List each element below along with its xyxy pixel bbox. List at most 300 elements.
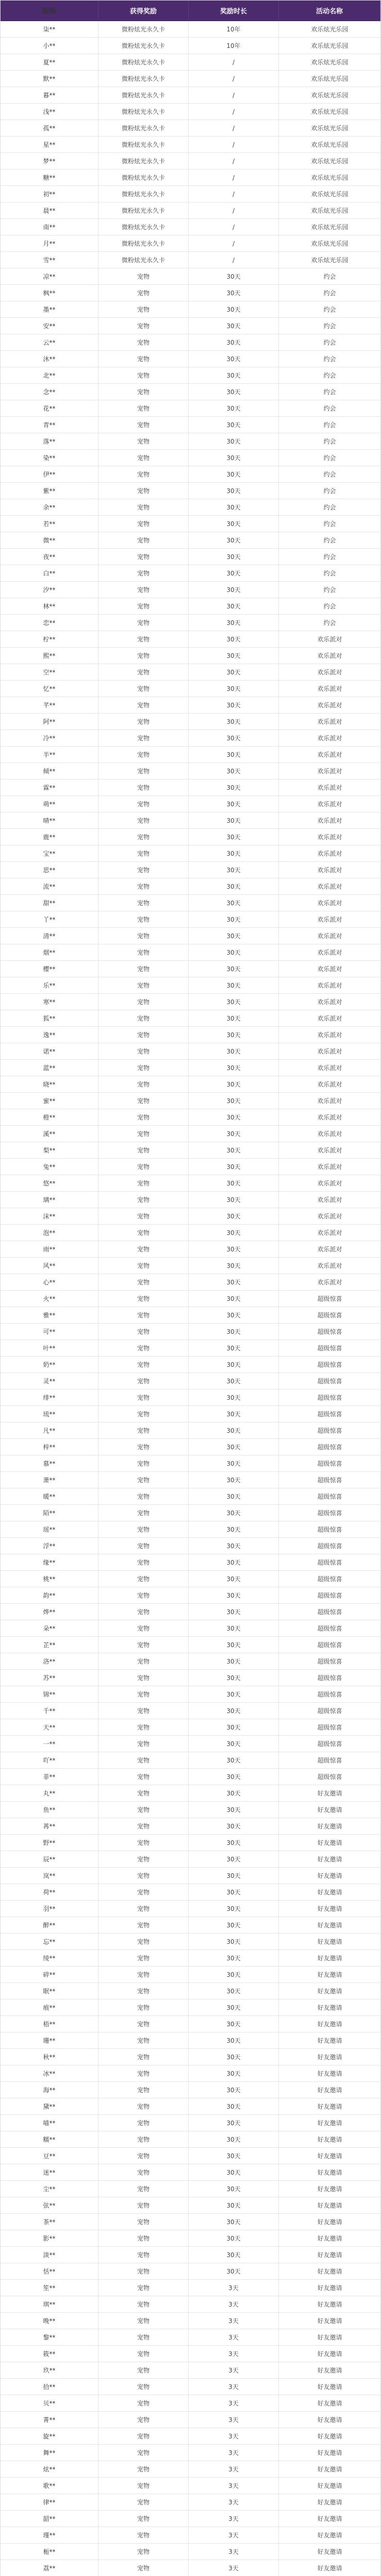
table-row (1, 1719, 380, 1736)
table-row (1, 1109, 380, 1126)
cell-nickname: 芊** (1, 697, 98, 713)
cell-duration: / (189, 104, 279, 120)
cell-prize: 宠物 (98, 895, 189, 911)
cell-prize: 宠物 (98, 1472, 189, 1488)
cell-duration: 30天 (189, 1422, 279, 1438)
cell-prize: 宠物 (98, 1884, 189, 1900)
cell-prize: 宠物 (98, 1274, 189, 1290)
cell-nickname: 阿** (1, 714, 98, 730)
cell-activity: 超级惊喜 (317, 1312, 342, 1319)
cell-prize: 宠物 (98, 1818, 189, 1834)
cell-duration: 30天 (189, 1241, 279, 1257)
cell-prize: 宠物 (98, 2478, 189, 2494)
cell-activity: 好友邀请 (317, 1872, 342, 1879)
table-row (1, 1043, 380, 1060)
cell-nickname: 北** (1, 367, 98, 383)
cell-activity: 超级惊喜 (317, 1559, 342, 1566)
table-row (1, 1439, 380, 1455)
table-row (1, 2049, 380, 2065)
cell-nickname: 羽** (1, 1901, 98, 1917)
table-row (1, 417, 380, 433)
table-row (1, 1373, 380, 1389)
cell-nickname: 火** (1, 1291, 98, 1307)
cell-activity: 欢乐炫光乐园 (311, 26, 349, 33)
cell-duration: 30天 (189, 1884, 279, 1900)
cell-duration: / (189, 120, 279, 136)
cell-prize: 宠物 (98, 2379, 189, 2395)
cell-activity: 好友邀请 (317, 2251, 342, 2259)
cell-nickname: 云** (1, 334, 98, 350)
table-row (1, 2461, 380, 2478)
cell-prize: 宠物 (98, 2461, 189, 2477)
table-row (1, 2263, 380, 2280)
cell-prize: 宠物 (98, 285, 189, 301)
cell-prize: 宠物 (98, 1192, 189, 1208)
cell-duration: / (189, 219, 279, 235)
cell-activity: 约会 (323, 323, 336, 330)
cell-prize: 宠物 (98, 499, 189, 515)
cell-nickname: 风** (1, 1258, 98, 1274)
cell-activity: 欢乐派对 (317, 1048, 342, 1055)
cell-nickname: 青** (1, 417, 98, 433)
cell-activity: 欢乐炫光乐园 (311, 108, 349, 115)
cell-activity: 欢乐炫光乐园 (311, 75, 349, 82)
cell-duration: 30天 (189, 1818, 279, 1834)
cell-activity: 欢乐派对 (317, 768, 342, 775)
cell-activity: 超级惊喜 (317, 1608, 342, 1616)
cell-duration: 30天 (189, 1769, 279, 1785)
cell-prize: 宠物 (98, 2428, 189, 2444)
cell-duration: 30天 (189, 285, 279, 301)
table-row (1, 565, 380, 582)
cell-activity: 超级惊喜 (317, 1641, 342, 1649)
cell-duration: 30天 (189, 2263, 279, 2279)
cell-activity: 超级惊喜 (317, 1295, 342, 1302)
table-row (1, 1488, 380, 1505)
cell-duration: 30天 (189, 1357, 279, 1372)
cell-activity: 好友邀请 (317, 1806, 342, 1814)
table-row (1, 2544, 380, 2560)
cell-duration: 3天 (189, 2296, 279, 2312)
cell-duration: 30天 (189, 779, 279, 795)
table-row (1, 1571, 380, 1587)
cell-prize: 宠物 (98, 648, 189, 664)
cell-activity: 好友邀请 (317, 2482, 342, 2489)
cell-activity: 欢乐派对 (317, 801, 342, 808)
cell-duration: 30天 (189, 1620, 279, 1636)
cell-prize: 宠物 (98, 301, 189, 317)
cell-nickname: 冰** (1, 2065, 98, 2081)
cell-duration: 30天 (189, 747, 279, 762)
cell-duration: 30天 (189, 1225, 279, 1241)
cell-activity: 好友邀请 (317, 2153, 342, 2160)
table-row (1, 1884, 380, 1901)
cell-duration: 30天 (189, 829, 279, 845)
table-row (1, 21, 380, 38)
cell-activity: 欢乐炫光乐园 (311, 92, 349, 99)
table-row (1, 1703, 380, 1719)
cell-duration: 30天 (189, 2082, 279, 2098)
cell-nickname: 晨** (1, 202, 98, 218)
cell-activity: 超级惊喜 (317, 1444, 342, 1451)
cell-nickname: 橙** (1, 1109, 98, 1125)
table-row (1, 1076, 380, 1093)
cell-nickname: 恋** (1, 615, 98, 631)
cell-duration: 30天 (189, 2016, 279, 2032)
cell-activity: 欢乐派对 (317, 1196, 342, 1204)
cell-duration: 30天 (189, 1043, 279, 1059)
cell-nickname: 菲** (1, 1769, 98, 1785)
cell-nickname: 雨** (1, 1241, 98, 1257)
cell-activity: 超级惊喜 (317, 1724, 342, 1731)
cell-prize: 宠物 (98, 2148, 189, 2164)
cell-nickname: 舞** (1, 2445, 98, 2461)
cell-nickname: 逸** (1, 1027, 98, 1043)
cell-activity: 好友邀请 (317, 2433, 342, 2440)
cell-nickname: 暮** (1, 87, 98, 103)
cell-nickname: 尘** (1, 2181, 98, 2197)
cell-duration: 30天 (189, 2181, 279, 2197)
cell-nickname: 栀** (1, 2544, 98, 2560)
cell-nickname: 浅** (1, 104, 98, 120)
table-row (1, 2478, 380, 2494)
cell-nickname: 沐** (1, 351, 98, 367)
cell-activity: 好友邀请 (317, 2235, 342, 2242)
table-row (1, 1917, 380, 1934)
table-row (1, 2445, 380, 2461)
cell-nickname: 柠** (1, 631, 98, 647)
cell-activity: 超级惊喜 (317, 1345, 342, 1352)
cell-nickname: 海** (1, 2082, 98, 2098)
cell-nickname: 柒** (1, 21, 98, 37)
cell-prize: 微粉炫光永久卡 (98, 71, 189, 87)
cell-duration: 30天 (189, 1406, 279, 1422)
cell-nickname: 诺** (1, 1043, 98, 1059)
cell-nickname: 陌** (1, 1505, 98, 1521)
cell-activity: 超级惊喜 (317, 1378, 342, 1385)
table-row (1, 829, 380, 845)
cell-prize: 宠物 (98, 2131, 189, 2147)
cell-activity: 好友邀请 (317, 1971, 342, 1978)
cell-prize: 宠物 (98, 615, 189, 631)
cell-duration: 30天 (189, 944, 279, 960)
table-row (1, 2511, 380, 2527)
cell-activity: 好友邀请 (317, 1955, 342, 1962)
cell-duration: 30天 (189, 1175, 279, 1191)
cell-activity: 约会 (323, 553, 336, 561)
cell-activity: 约会 (323, 504, 336, 511)
cell-activity: 欢乐炫光乐园 (311, 141, 349, 148)
cell-activity: 超级惊喜 (317, 1510, 342, 1517)
cell-nickname: 慕** (1, 1455, 98, 1471)
table-row (1, 944, 380, 961)
cell-nickname: 笙** (1, 2280, 98, 2296)
cell-prize: 宠物 (98, 2412, 189, 2428)
table-row (1, 1208, 380, 1225)
cell-nickname: 奶** (1, 1357, 98, 1372)
table-row (1, 1950, 380, 1967)
cell-nickname: 烟** (1, 944, 98, 960)
table-row (1, 977, 380, 994)
cell-prize: 宠物 (98, 779, 189, 795)
cell-prize: 宠物 (98, 1093, 189, 1109)
cell-duration: 30天 (189, 1999, 279, 2015)
cell-activity: 欢乐派对 (317, 1147, 342, 1154)
cell-nickname: 墨** (1, 301, 98, 317)
cell-duration: 30天 (189, 351, 279, 367)
cell-duration: 30天 (189, 994, 279, 1010)
table-row (1, 2148, 380, 2164)
table-row (1, 1785, 380, 1802)
cell-activity: 超级惊喜 (317, 1526, 342, 1533)
cell-duration: / (189, 202, 279, 218)
cell-activity: 超级惊喜 (317, 1691, 342, 1698)
cell-prize: 宠物 (98, 2065, 189, 2081)
cell-prize: 宠物 (98, 318, 189, 334)
cell-prize: 宠物 (98, 483, 189, 499)
cell-activity: 好友邀请 (317, 1856, 342, 1863)
cell-duration: 30天 (189, 466, 279, 482)
cell-duration: 3天 (189, 2461, 279, 2477)
cell-nickname: 瑶** (1, 1521, 98, 1537)
cell-nickname: 晚** (1, 2313, 98, 2329)
cell-prize: 宠物 (98, 1554, 189, 1570)
cell-nickname: 珊** (1, 2032, 98, 2048)
table-row (1, 38, 380, 54)
cell-duration: 30天 (189, 1060, 279, 1076)
cell-duration: 30天 (189, 2247, 279, 2263)
cell-nickname: 小** (1, 38, 98, 54)
cell-nickname: 萧** (1, 1472, 98, 1488)
cell-duration: 30天 (189, 2098, 279, 2114)
cell-prize: 宠物 (98, 2329, 189, 2345)
cell-duration: 30天 (189, 384, 279, 400)
table-row (1, 219, 380, 235)
cell-activity: 欢乐炫光乐园 (311, 191, 349, 198)
table-row (1, 532, 380, 549)
cell-duration: 30天 (189, 1983, 279, 1999)
cell-prize: 宠物 (98, 862, 189, 878)
cell-activity: 欢乐派对 (317, 1180, 342, 1187)
cell-activity: 欢乐派对 (317, 900, 342, 907)
cell-activity: 好友邀请 (317, 2136, 342, 2143)
cell-activity: 超级惊喜 (317, 1575, 342, 1583)
table-row (1, 301, 380, 318)
table-row (1, 2164, 380, 2181)
cell-prize: 宠物 (98, 2296, 189, 2312)
cell-prize: 宠物 (98, 565, 189, 581)
cell-duration: 30天 (189, 433, 279, 449)
cell-activity: 约会 (323, 388, 336, 396)
cell-prize: 宠物 (98, 664, 189, 680)
cell-nickname: 星** (1, 137, 98, 152)
cell-activity: 约会 (323, 454, 336, 462)
table-row (1, 2428, 380, 2445)
cell-nickname: 韵** (1, 1587, 98, 1603)
table-row (1, 796, 380, 812)
table-row (1, 582, 380, 598)
cell-activity: 约会 (323, 290, 336, 297)
cell-duration: 3天 (189, 2511, 279, 2527)
cell-duration: 3天 (189, 2346, 279, 2362)
cell-duration: 30天 (189, 1835, 279, 1851)
table-row (1, 1472, 380, 1488)
table-row (1, 516, 380, 532)
table-row (1, 1851, 380, 1868)
table-row (1, 1406, 380, 1422)
table-row (1, 730, 380, 747)
cell-prize: 宠物 (98, 2527, 189, 2543)
table-row (1, 285, 380, 301)
cell-activity: 欢乐派对 (317, 850, 342, 857)
cell-activity: 欢乐派对 (317, 685, 342, 692)
cell-duration: 30天 (189, 417, 279, 433)
cell-activity: 好友邀请 (317, 2268, 342, 2275)
cell-prize: 宠物 (98, 994, 189, 1010)
cell-activity: 超级惊喜 (317, 1592, 342, 1599)
cell-prize: 宠物 (98, 1785, 189, 1801)
cell-prize: 宠物 (98, 928, 189, 944)
cell-prize: 宠物 (98, 961, 189, 977)
cell-duration: 30天 (189, 1208, 279, 1224)
cell-prize: 宠物 (98, 714, 189, 730)
cell-activity: 好友邀请 (317, 2054, 342, 2061)
table-row (1, 1505, 380, 1521)
cell-nickname: 半** (1, 747, 98, 762)
cell-activity: 欢乐派对 (317, 867, 342, 874)
cell-activity: 超级惊喜 (317, 1361, 342, 1368)
cell-activity: 约会 (323, 619, 336, 626)
cell-duration: 30天 (189, 1258, 279, 1274)
cell-nickname: 雅** (1, 1307, 98, 1323)
cell-prize: 宠物 (98, 1587, 189, 1603)
cell-prize: 微粉炫光永久卡 (98, 38, 189, 54)
cell-duration: 30天 (189, 2115, 279, 2131)
cell-nickname: 一** (1, 1736, 98, 1752)
cell-nickname: 琉** (1, 1406, 98, 1422)
cell-activity: 好友邀请 (317, 1988, 342, 1995)
cell-nickname: 琪** (1, 2296, 98, 2312)
cell-duration: 30天 (189, 961, 279, 977)
table-row (1, 466, 380, 483)
cell-activity: 好友邀请 (317, 2532, 342, 2539)
cell-prize: 微粉炫光永久卡 (98, 54, 189, 70)
cell-duration: 30天 (189, 1554, 279, 1570)
cell-duration: 30天 (189, 1488, 279, 1504)
cell-duration: 30天 (189, 697, 279, 713)
cell-duration: 30天 (189, 450, 279, 466)
cell-prize: 宠物 (98, 1307, 189, 1323)
cell-activity: 约会 (323, 355, 336, 363)
cell-prize: 宠物 (98, 1851, 189, 1867)
cell-activity: 欢乐派对 (317, 1097, 342, 1105)
cell-duration: 30天 (189, 1703, 279, 1719)
cell-prize: 宠物 (98, 2511, 189, 2527)
cell-nickname: 丫** (1, 911, 98, 927)
cell-activity: 欢乐派对 (317, 933, 342, 940)
table-row (1, 681, 380, 697)
cell-activity: 欢乐炫光乐园 (311, 174, 349, 181)
cell-prize: 宠物 (98, 2494, 189, 2510)
cell-activity: 欢乐派对 (317, 1213, 342, 1220)
cell-activity: 好友邀请 (317, 1922, 342, 1929)
cell-nickname: 梨** (1, 1142, 98, 1158)
cell-duration: 30天 (189, 532, 279, 548)
cell-prize: 宠物 (98, 2280, 189, 2296)
cell-nickname: 淡** (1, 2247, 98, 2263)
cell-duration: 30天 (189, 1917, 279, 1933)
cell-nickname: 若** (1, 516, 98, 532)
cell-duration: 30天 (189, 549, 279, 565)
cell-duration: 30天 (189, 615, 279, 631)
table-row (1, 2065, 380, 2082)
cell-duration: 30天 (189, 730, 279, 746)
table-row (1, 779, 380, 796)
table-row (1, 648, 380, 664)
cell-activity: 好友邀请 (317, 2466, 342, 2473)
table-row (1, 549, 380, 565)
cell-activity: 超级惊喜 (317, 1411, 342, 1418)
cell-duration: 30天 (189, 1076, 279, 1092)
cell-activity: 欢乐派对 (317, 1081, 342, 1088)
cell-prize: 宠物 (98, 1505, 189, 1521)
cell-activity: 约会 (323, 273, 336, 280)
table-row (1, 2197, 380, 2214)
table-row (1, 1802, 380, 1818)
cell-activity: 好友邀请 (317, 2317, 342, 2325)
cell-activity: 欢乐炫光乐园 (311, 42, 349, 49)
cell-nickname: 豆** (1, 2148, 98, 2164)
cell-duration: / (189, 54, 279, 70)
cell-duration: 30天 (189, 318, 279, 334)
cell-activity: 欢乐派对 (317, 1114, 342, 1121)
cell-activity: 欢乐派对 (317, 1279, 342, 1286)
cell-activity: 欢乐派对 (317, 1031, 342, 1039)
cell-prize: 微粉炫光永久卡 (98, 202, 189, 218)
cell-prize: 宠物 (98, 417, 189, 433)
cell-nickname: 倾** (1, 763, 98, 779)
table-row (1, 1027, 380, 1043)
table-row (1, 367, 380, 384)
table-row (1, 400, 380, 417)
table-row (1, 2346, 380, 2362)
table-row (1, 186, 380, 202)
cell-activity: 好友邀请 (317, 2021, 342, 2028)
cell-prize: 宠物 (98, 1653, 189, 1669)
table-body (1, 21, 380, 2576)
cell-activity: 超级惊喜 (317, 1427, 342, 1434)
table-row (1, 384, 380, 400)
table-row (1, 2098, 380, 2115)
cell-activity: 好友邀请 (317, 2202, 342, 2209)
cell-nickname: 花** (1, 400, 98, 416)
cell-duration: 30天 (189, 1785, 279, 1801)
cell-duration: 30天 (189, 1719, 279, 1735)
table-row (1, 1192, 380, 1208)
cell-duration: 30天 (189, 1736, 279, 1752)
cell-activity: 约会 (323, 520, 336, 528)
table-row (1, 2395, 380, 2412)
cell-activity: 好友邀请 (317, 2548, 342, 2555)
cell-nickname: 炫** (1, 2461, 98, 2477)
table-row (1, 235, 380, 252)
cell-activity: 约会 (323, 537, 336, 544)
cell-duration: 30天 (189, 1637, 279, 1653)
cell-prize: 微粉炫光永久卡 (98, 104, 189, 120)
cell-prize: 宠物 (98, 450, 189, 466)
cell-duration: 30天 (189, 1472, 279, 1488)
cell-duration: 30天 (189, 1291, 279, 1307)
